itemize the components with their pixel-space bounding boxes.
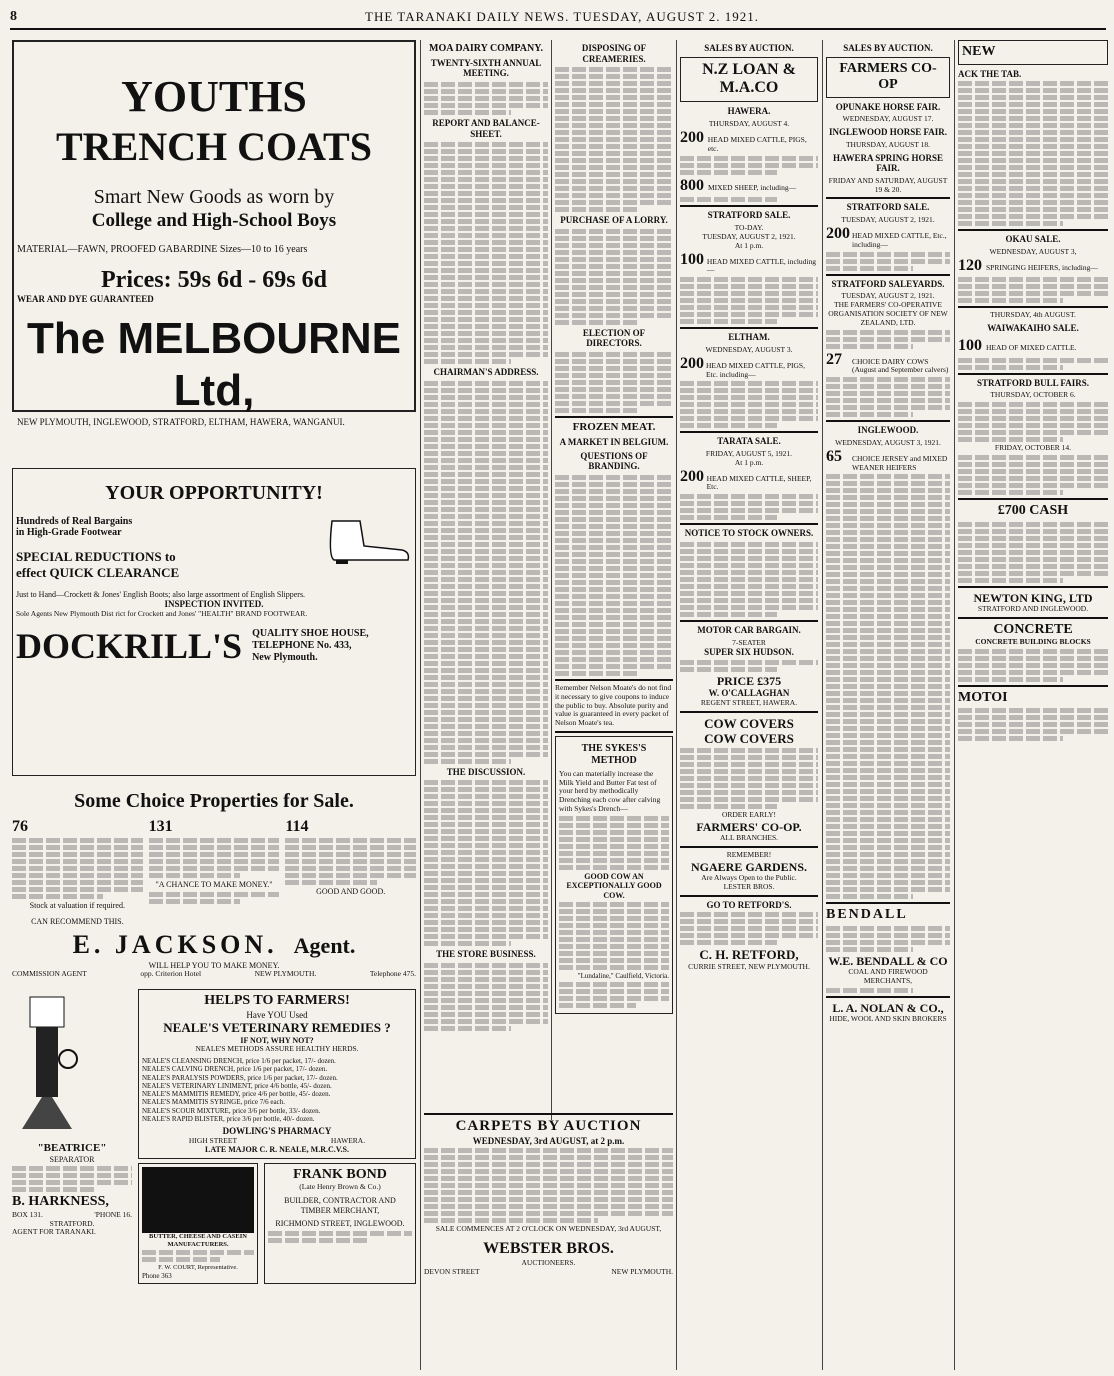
- carpets-ad: [424, 1110, 673, 1277]
- separator-machine-icon: [12, 989, 82, 1139]
- all-branches: ALL BRANCHES.: [719, 833, 779, 843]
- neale-street: HIGH STREET: [188, 1135, 238, 1145]
- motor-partial: MOTOI: [958, 689, 1008, 705]
- order-early: ORDER EARLY!: [721, 810, 777, 820]
- sykes-signature: "Lundaline," Caulfield, Victoria.: [577, 972, 669, 981]
- nzloan-heading: SALES BY AUCTION.: [704, 43, 794, 53]
- frozen-sub: A MARKET IN BELGIUM.: [559, 437, 669, 448]
- jackson-tel: Telephone 475.: [369, 969, 416, 979]
- frank-bond-name: FRANK BOND: [293, 1166, 387, 1182]
- hawera-date: THURSDAY, AUGUST 4.: [708, 118, 790, 128]
- neale-have: Have YOU Used: [246, 1009, 308, 1020]
- sykes-lead: You can materially increase the Milk Yield and Butter Fat test of your herd by methodically Drenching each cow after calving with Sykes's Drench—: [559, 768, 661, 814]
- neale-assure: NEALE'S METHODS ASSURE HEALTHY HERDS.: [195, 1044, 359, 1054]
- lot-text: HEAD MIXED CATTLE, SHEEP, Etc.: [706, 473, 812, 492]
- jackson-agent: Agent.: [293, 933, 356, 959]
- melbourne-logo: The MELBOURNE Ltd,: [27, 313, 401, 415]
- sykes-title: THE SYKES'S METHOD: [581, 743, 647, 766]
- nzloan-logo: N.Z LOAN & M.A.CO: [680, 57, 818, 103]
- neale-ad: [138, 989, 416, 1159]
- frozen-title: FROZEN MEAT.: [572, 421, 656, 434]
- lot-number: 100: [680, 250, 704, 268]
- dockrill-special2: effect QUICK CLEARANCE: [16, 564, 180, 580]
- stratford-sale-head: STRATFORD SALE.: [707, 210, 791, 221]
- hawera-fair-head: HAWERA SPRING HORSE FAIR.: [832, 152, 944, 174]
- lot-text: HEAD MIXED CATTLE, PIGS, Etc. including—: [706, 360, 805, 379]
- youths-heading: YOUTHS: [121, 72, 307, 121]
- beatrice-agent-for: AGENT FOR TARANAKI.: [12, 1227, 96, 1237]
- beatrice-name: "BEATRICE": [37, 1141, 107, 1154]
- moa-title: MOA DAIRY COMPANY.: [429, 43, 543, 54]
- coop-heading: SALES BY AUCTION.: [843, 43, 933, 53]
- column-ads-left: [12, 40, 416, 1288]
- lot-text: SPRINGING HEIFERS, including—: [986, 262, 1098, 272]
- carpets-title: CARPETS BY AUCTION: [455, 1118, 642, 1134]
- moa-report: REPORT AND BALANCE-SHEET.: [432, 118, 540, 139]
- tarata-time: At 1 p.m.: [734, 457, 764, 467]
- court-rep: F. W. COURT, Representative.: [158, 1264, 238, 1272]
- inglewood-fair-date: THURSDAY, AUGUST 18.: [845, 139, 931, 149]
- frozen-q: QUESTIONS OF BRANDING.: [580, 450, 648, 472]
- neale-late: LATE MAJOR C. R. NEALE, M.R.C.V.S.: [205, 1145, 349, 1155]
- neale-item: NEALE'S PARALYSIS POWDERS, price 1/6 per packet, 17/- dozen.: [142, 1073, 338, 1082]
- youths-ad: [12, 40, 416, 427]
- dockrill-sub2: in High-Grade Footwear: [16, 527, 122, 539]
- youths-line4: College and High-School Boys: [91, 209, 337, 231]
- moa-sub: TWENTY-SIXTH ANNUAL MEETING.: [430, 57, 542, 79]
- bull-fairs-head: STRATFORD BULL FAIRS.: [977, 377, 1089, 388]
- properties-ad: [12, 790, 416, 979]
- moa-disc: THE DISCUSSION.: [446, 766, 526, 777]
- column-newton-king: [958, 40, 1108, 743]
- moa-store: THE STORE BUSINESS.: [436, 949, 536, 960]
- motor-head: MOTOR CAR BARGAIN.: [697, 624, 801, 635]
- webster-bros: WEBSTER BROS.: [483, 1240, 614, 1258]
- motor-price: PRICE £375: [716, 674, 782, 688]
- moa-chair: CHAIRMAN'S ADDRESS.: [433, 367, 539, 378]
- coop-logo: FARMERS CO-OP: [826, 57, 950, 98]
- new-logo-partial: NEW: [958, 40, 1108, 65]
- opportunity-heading: YOUR OPPORTUNITY!: [105, 482, 323, 504]
- dockrill-crockett: Just to Hand—Crockett & Jones' English Boots; also large assortment of English Slippers.: [16, 589, 306, 599]
- cow-covers-1: COW COVERS: [704, 715, 794, 731]
- neale-item: NEALE'S CLEANSING DRENCH, price 1/6 per packet, 17/- dozen.: [142, 1057, 336, 1066]
- column-moa: [424, 40, 548, 1033]
- tab-line: ACK THE TAB.: [958, 68, 1022, 79]
- webster-auct: AUCTIONEERS.: [521, 1258, 576, 1268]
- beatrice-box: BOX 131.: [12, 1209, 43, 1219]
- stratford-date: TUESDAY, AUGUST 2, 1921.: [702, 231, 796, 241]
- inglewood-fair-head: INGLEWOOD HORSE FAIR.: [828, 127, 948, 138]
- neale-item: NEALE'S RAPID BLISTER, price 3/6 per bottle, 40/- dozen.: [142, 1114, 315, 1123]
- dockrill-agents: Sole Agents New Plymouth Dist rict for Crockett and Jones' "HEALTH" BRAND FOOTWEAR.: [16, 608, 308, 618]
- masthead-title: THE TARANAKI DAILY NEWS. TUESDAY, AUGUST 2. 1921.: [365, 9, 759, 24]
- lorry-title: PURCHASE OF A LORRY.: [560, 215, 668, 226]
- tarata-date: FRIDAY, AUGUST 5, 1921.: [705, 448, 793, 458]
- nelson-moate-notice: Remember Nelson Moate's do not find it necessary to give coupons to induce the public to buy. Absolute purity and value is guaranteed in every packet of Nelson Moate's tea.: [555, 682, 672, 728]
- frank-street: RICHMOND STREET, INGLEWOOD.: [275, 1219, 405, 1229]
- oct14: FRIDAY, OCTOBER 14.: [994, 443, 1072, 453]
- neale-remedies: NEALE'S VETERINARY REMEDIES ?: [163, 1020, 391, 1036]
- beatrice-town: STRATFORD.: [49, 1218, 95, 1228]
- melbourne-towns: NEW PLYMOUTH, INGLEWOOD, STRATFORD, ELTHAM, HAWERA, WANGANUI.: [17, 416, 345, 427]
- jackson-office: COMMISSION AGENT: [12, 969, 87, 979]
- good-and-good: GOOD AND GOOD.: [316, 887, 386, 897]
- saleyards-date: TUESDAY, AUGUST 2, 1921.: [841, 291, 935, 301]
- youths-material: MATERIAL—FAWN, PROOFED GABARDINE Sizes—10 to 16 years: [17, 244, 308, 256]
- saleyards-head: STRATFORD SALEYARDS.: [831, 278, 945, 289]
- property-lot-114: 114: [285, 817, 309, 835]
- lot-number: 200: [826, 224, 850, 242]
- lot-number: 27: [826, 350, 842, 368]
- hawera-fair-date: FRIDAY AND SATURDAY, AUGUST 19 & 20.: [828, 175, 948, 194]
- webster-town: NEW PLYMOUTH.: [611, 1266, 673, 1276]
- opunake-head: OPUNAKE HORSE FAIR.: [835, 101, 941, 112]
- property-lot-76: 76: [12, 817, 28, 835]
- column-rule: [822, 40, 823, 1370]
- column-creameries: [555, 40, 673, 1115]
- directors-title: ELECTION OF DIRECTORS.: [582, 327, 646, 349]
- lot-number: 100: [958, 336, 982, 354]
- lot-number: 200: [680, 467, 704, 485]
- youths-wear: WEAR AND DYE GUARANTEED: [17, 294, 154, 305]
- opunake-date: WEDNESDAY, AUGUST 17.: [842, 114, 934, 124]
- retfords-head: GO TO RETFORD'S.: [706, 899, 792, 910]
- beatrice-phone: 'PHONE 16.: [94, 1209, 132, 1219]
- masthead-bar: [10, 6, 1106, 30]
- cow-covers-2: COW COVERS: [704, 730, 794, 746]
- lot-text: HEAD OF MIXED CATTLE.: [986, 342, 1077, 352]
- neale-title: HELPS TO FARMERS!: [204, 993, 350, 1009]
- concrete-blocks: CONCRETE BUILDING BLOCKS: [975, 637, 1091, 647]
- page-number: 8: [10, 9, 18, 24]
- beatrice-ad: [12, 989, 132, 1288]
- stratford-time: At 1 p.m.: [734, 240, 764, 250]
- neale-item: NEALE'S MAMMITIS SYRINGE, price 7/6 each.: [142, 1098, 285, 1107]
- neale-why: IF NOT, WHY NOT?: [240, 1035, 314, 1045]
- youths-line3: Smart New Goods as worn by: [93, 186, 335, 209]
- eltham-date: WEDNESDAY, AUGUST 3.: [705, 344, 793, 354]
- carpets-commence: SALE COMMENCES AT 2 O'CLOCK ON WEDNESDAY, 3rd AUGUST,: [435, 1224, 662, 1234]
- neale-item: NEALE'S CALVING DRENCH, price 1/6 per packet, 17/- dozen.: [142, 1065, 328, 1074]
- coop-inglewood-date: WEDNESDAY, AUGUST 3, 1921.: [835, 437, 941, 447]
- oct6: THURSDAY, OCTOBER 6.: [990, 390, 1076, 400]
- lot-number: 200: [680, 128, 704, 146]
- lot-text: CHOICE DAIRY COWS (August and September calvers): [852, 356, 949, 375]
- newton-king: NEWTON KING, LTD: [973, 590, 1093, 605]
- lot-text: HEAD MIXED CATTLE, including—: [706, 256, 817, 275]
- dockrills-logo: DOCKRILL'S: [16, 625, 243, 666]
- coop-stratford-date: TUESDAY, AUGUST 2, 1921.: [841, 215, 935, 225]
- column-rule: [676, 40, 677, 1370]
- ocallaghan: W. O'CALLAGHAN: [708, 688, 790, 699]
- dockrill-addr2: TELEPHONE No. 433,: [252, 640, 352, 652]
- retford-street: CURRIE STREET, NEW PLYMOUTH.: [688, 961, 810, 971]
- dockrill-sub1: Hundreds of Real Bargains: [16, 515, 133, 527]
- coop-society: THE FARMERS' CO-OPERATIVE ORGANISATION SOCIETY OF NEW ZEALAND, LTD.: [828, 300, 948, 327]
- make-money-line: "A CHANCE TO MAKE MONEY.": [155, 880, 273, 890]
- fresh-food-logo-icon: [142, 1167, 254, 1233]
- court-phone: Phone 363: [142, 1271, 172, 1280]
- column-nzloan: [680, 40, 818, 972]
- eltham-head: ELTHAM.: [728, 332, 770, 343]
- web-bendall: W.E. BENDALL & CO: [828, 953, 948, 968]
- hawera-head: HAWERA.: [727, 106, 771, 117]
- properties-heading: Some Choice Properties for Sale.: [74, 790, 354, 812]
- coop-stratford-head: STRATFORD SALE.: [846, 202, 930, 213]
- butter-makers: BUTTER, CHEESE AND CASEIN MANUFACTURERS.: [149, 1232, 247, 1248]
- carpets-date: WEDNESDAY, 3rd AUGUST, at 2 p.m.: [472, 1135, 625, 1146]
- neale-item: NEALE'S MAMMITIS REMEDY, price 4/6 per bottle, 45/- dozen.: [142, 1090, 331, 1099]
- frank-bond-ad: [264, 1163, 416, 1284]
- motor-hudson: SUPER SIX HUDSON.: [704, 647, 794, 658]
- coal-merchants: COAL AND FIREWOOD MERCHANTS,: [848, 967, 928, 985]
- can-recommend: CAN RECOMMEND THIS.: [31, 916, 124, 926]
- tarata-head: TARATA SALE.: [717, 436, 781, 447]
- today: TO-DAY.: [734, 222, 764, 232]
- okau-date: WEDNESDAY, AUGUST 3,: [989, 246, 1077, 256]
- lot-text: HEAD MIXED CATTLE, PIGS, etc.: [707, 134, 807, 153]
- jackson-name: E. JACKSON.: [72, 930, 278, 960]
- neale-pharmacy: DOWLING'S PHARMACY: [222, 1126, 332, 1137]
- dockrill-special1: SPECIAL REDUCTIONS to: [16, 549, 176, 565]
- neale-town: HAWERA.: [330, 1135, 366, 1145]
- lot-text: CHOICE JERSEY and MIXED WEANER HEIFERS: [852, 453, 948, 472]
- boot-illustration-icon: [322, 516, 412, 566]
- nolan-name: L. A. NOLAN & CO.,: [832, 1000, 944, 1015]
- beatrice-agent: B. HARKNESS,: [12, 1194, 109, 1210]
- dockrill-addr3: New Plymouth.: [252, 651, 318, 663]
- bendall-vertical: BENDALL: [826, 907, 908, 923]
- frank-builder: BUILDER, CONTRACTOR AND: [284, 1196, 396, 1206]
- lot-number: 120: [958, 256, 982, 274]
- ngaere-open: Are Always Open to the Public.: [701, 873, 797, 883]
- column-rule: [954, 40, 955, 1370]
- frank-timber: TIMBER MERCHANT,: [300, 1205, 380, 1215]
- lot-text: HEAD MIXED CATTLE, Etc., including—: [852, 230, 947, 249]
- beatrice-kind: SEPARATOR: [49, 1154, 95, 1164]
- frankton-fresh-food-ad: [138, 1163, 258, 1284]
- motor-seater: 7-SEATER: [732, 637, 766, 647]
- trench-coats-heading: TRENCH COATS: [56, 123, 372, 169]
- sykes-quacky: GOOD COW AN EXCEPTIONALLY GOOD COW.: [566, 871, 662, 900]
- creamery-title: DISPOSING OF CREAMERIES.: [581, 43, 647, 64]
- stock-valuation: Stock at valuation if required.: [29, 901, 125, 911]
- jackson-help: WILL HELP YOU TO MAKE MONEY.: [148, 961, 280, 971]
- neale-item: NEALE'S SCOUR MIXTURE, price 3/6 per bottle, 33/- dozen.: [142, 1106, 321, 1115]
- youths-prices: Prices: 59s 6d - 69s 6d: [101, 266, 327, 293]
- waiwakaiho-head: WAIWAKAIHO SALE.: [987, 323, 1079, 334]
- property-lot-131: 131: [148, 817, 173, 835]
- notice-head: NOTICE TO STOCK OWNERS.: [684, 528, 814, 539]
- dockrill-addr1: QUALITY SHOE HOUSE,: [252, 628, 369, 640]
- lot-number: 800: [680, 176, 704, 194]
- column-rule: [420, 40, 421, 1370]
- regent-street: REGENT STREET, HAWERA.: [700, 697, 798, 707]
- concrete-head: CONCRETE: [993, 621, 1073, 637]
- thursday-4th: THURSDAY, 4th AUGUST.: [990, 310, 1076, 320]
- cash-700: £700 CASH: [997, 503, 1069, 519]
- lot-text: MIXED SHEEP, including—: [708, 182, 797, 192]
- remember: REMEMBER!: [726, 850, 772, 860]
- column-farmers-coop: [826, 40, 950, 1024]
- dockrill-inspection: INSPECTION INVITED.: [164, 599, 264, 610]
- frank-late: (Late Henry Brown & Co.): [299, 1182, 381, 1192]
- okau-head: OKAU SALE.: [1005, 234, 1061, 245]
- dockrill-ad: [12, 468, 416, 776]
- lot-number: 65: [826, 447, 842, 465]
- neale-item: NEALE'S VETERINARY LINIMENT, price 4/6 bottle, 45/- dozen.: [142, 1081, 332, 1090]
- sykes-ad: [555, 736, 673, 1014]
- lester-bros: LESTER BROS.: [723, 881, 775, 891]
- jackson-opp: opp. Criterion Hotel: [140, 969, 202, 979]
- nolan-hides: HIDE, WOOL AND SKIN BROKERS: [829, 1013, 947, 1023]
- farmers-coop: FARMERS' CO-OP.: [696, 820, 802, 835]
- retford-name: C. H. RETFORD,: [699, 947, 799, 963]
- ngaere-gardens: NGAERE GARDENS.: [690, 859, 807, 874]
- jackson-town: NEW PLYMOUTH.: [254, 969, 317, 979]
- webster-street: DEVON STREET: [424, 1266, 480, 1276]
- column-rule: [551, 40, 552, 1120]
- stratford-inglewood: STRATFORD AND INGLEWOOD.: [977, 603, 1089, 613]
- lot-number: 200: [680, 354, 704, 372]
- coop-inglewood-head: INGLEWOOD.: [857, 425, 919, 436]
